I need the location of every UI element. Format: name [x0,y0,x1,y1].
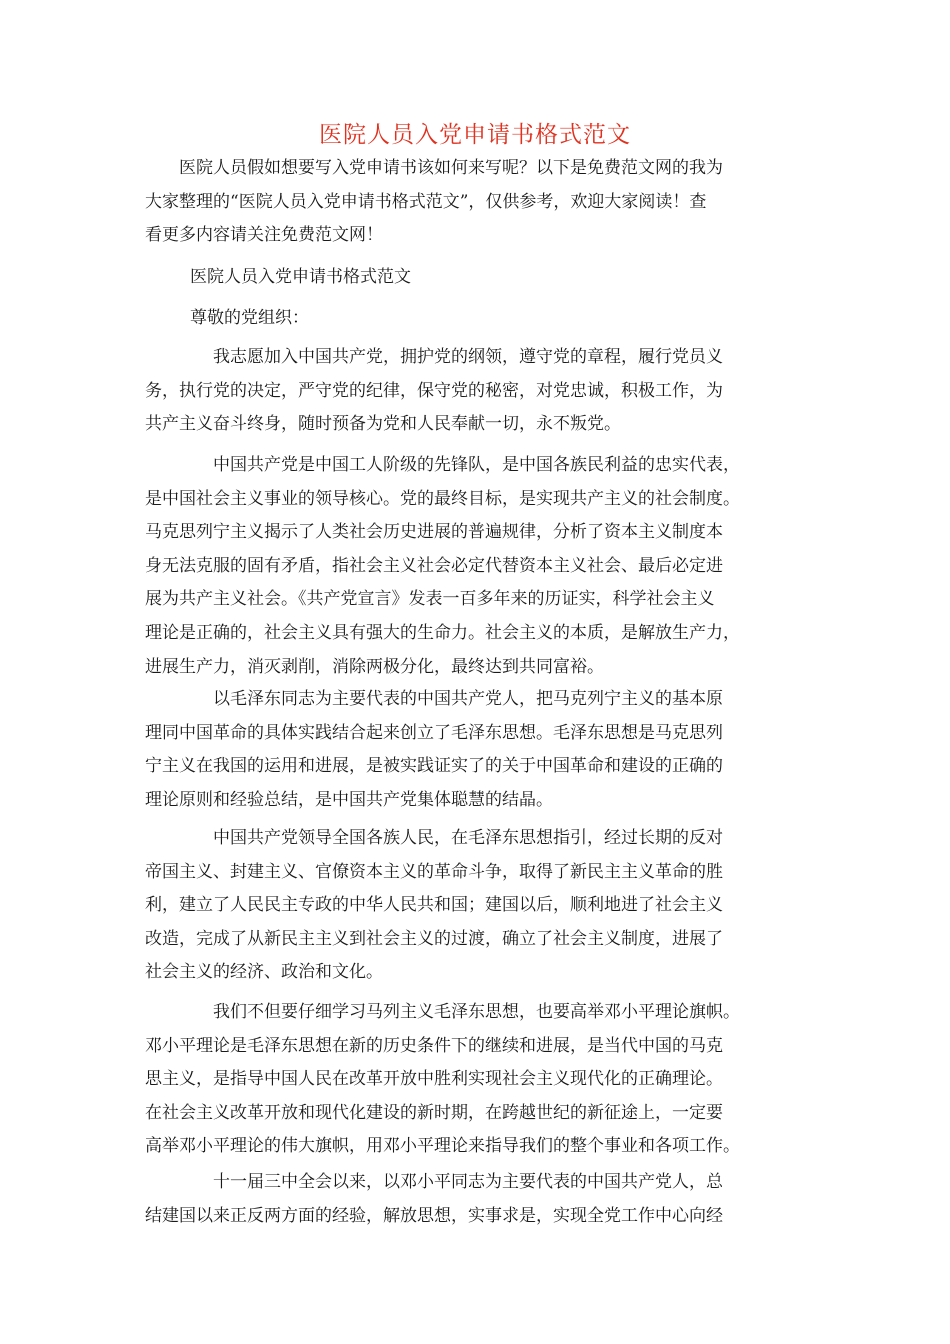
body-paragraph-3: 以毛泽东同志为主要代表的中国共产党人，把马克列宁主义的基本原 理同中国革命的具体实践结合起来创立了毛泽东思想。毛泽东思想是马克思列 宁主义在我国的运用和进展，是被实践证实了的关于中国革命和建设的正确的 理论原则和经验总结，是中国共产党集体聪慧的结晶。 [145,689,723,810]
body-paragraph-6: 十一届三中全会以来，以邓小平同志为主要代表的中国共产党人，总 结建国以来正反两方面的经验，解放思想，实事求是，实现全党工作中心向经 [145,1172,723,1226]
body-paragraph-5: 我们不但要仔细学习马列主义毛泽东思想，也要高举邓小平理论旗帜。 邓小平理论是毛泽东思想在新的历史条件下的继续和进展，是当代中国的马克 思主义，是指导中国人民在改革开放中胜利实现社会主义现代化的正确理论。 在社会主义改革开放和现代化建设的新时期，在跨越世纪的新征途上，一定要 高举邓小平理论的伟大旗帜，用邓小平理论来指导我们的整个事业和各项工作。 [145,1002,740,1157]
salutation: 尊敬的党组织： [190,308,309,328]
document-title: 医院人员入党申请书格式范文 [319,122,631,148]
document-subtitle: 医院人员入党申请书格式范文 [190,267,411,287]
body-paragraph-1: 我志愿加入中国共产党，拥护党的纲领，遵守党的章程，履行党员义 务，执行党的决定，严守党的纪律，保守党的秘密，对党忠诚，积极工作，为 共产主义奋斗终身，随时预备为党和人民奉献一切，永不叛党。 [145,347,723,435]
body-paragraph-2: 中国共产党是中国工人阶级的先锋队，是中国各族民利益的忠实代表， 是中国社会主义事业的领导核心。党的最终目标，是实现共产主义的社会制度。 马克思列宁主义揭示了人类社会历史进展的普遍规律，分析了资本主义制度本 身无法克服的固有矛盾，指社会主义社会必定代替资本主义社会、最后必定进 展为共产主义社会。《共产党宣言》发表一百多年来的历证实，科学社会主义 理论是正确的，社会主义具有强大的生命力。社会主义的本质，是解放生产力， 进展生产力，消灭剥削，消除两极分化，最终达到共同富裕。 [145,455,740,677]
intro-paragraph: 医院人员假如想要写入党申请书该如何来写呢？以下是免费范文网的我为 大家整理的“医院人员入党申请书格式范文”，仅供参考，欢迎大家阅读！查 看更多内容请关注免费范文网！ [145,158,723,246]
body-paragraph-4: 中国共产党领导全国各族人民，在毛泽东思想指引，经过长期的反对 帝国主义、封建主义、官僚资本主义的革命斗争，取得了新民主主义革命的胜 利，建立了人民民主专政的中华人民共和国；建国以后，顺利地进了社会主义 改造，完成了从新民主主义到社会主义的过渡，确立了社会主义制度，进展了 社会主义的经济、政治和文化。 [145,828,723,983]
